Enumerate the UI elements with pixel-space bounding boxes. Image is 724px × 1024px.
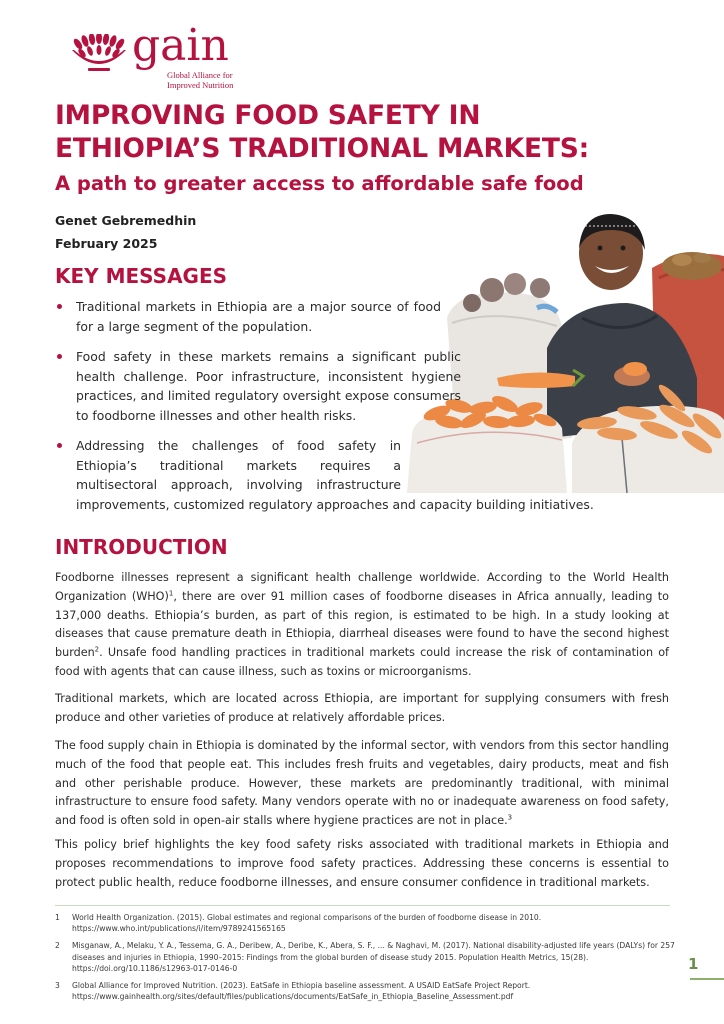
intro-paragraph-2: Traditional markets, which are located across Ethiopia, are important for supplying consumers with fresh produce and other varieties of produce at relatively affordable prices. bbox=[55, 692, 669, 724]
intro-paragraph-1 bbox=[55, 569, 669, 682]
key-message-text-continued: improvements, customized regulatory approaches and capacity building initiatives. bbox=[76, 496, 594, 512]
intro-paragraph-4: This policy brief highlights the key food safety risks associated with traditional markets in Ethiopia and proposes recommendations to improve food safety practices. Addressing these concerns is essential to protect public health, reduce foodborne illnesses, and ensure consumer confidence in traditional markets. bbox=[55, 838, 669, 889]
publication-date: February 2025 bbox=[55, 236, 158, 251]
footnote-item bbox=[55, 940, 675, 974]
title-line-2: ETHIOPIA’S TRADITIONAL MARKETS: bbox=[55, 133, 590, 164]
key-message-item bbox=[55, 347, 461, 425]
page-subtitle: A path to greater access to affordable safe food bbox=[55, 172, 584, 195]
footnote-number: 1 bbox=[55, 913, 60, 922]
gain-logo bbox=[68, 20, 248, 92]
footnote-ref-1[interactable]: 1 bbox=[168, 589, 174, 598]
footnote-ref-2[interactable]: 2 bbox=[94, 645, 100, 654]
footnote-item bbox=[55, 912, 675, 934]
footnote-divider bbox=[55, 905, 670, 906]
footnote-item bbox=[55, 980, 675, 1002]
footnote-text[interactable]: Global Alliance for Improved Nutrition. (2023). EatSafe in Ethiopia baseline assessment. A USAID EatSafe Project Report. https://www.gainhealth.org/sites/default/files/publications/documents/EatSafe_in_Ethiopia_Baseline_Assessment.pdf bbox=[72, 981, 531, 1002]
footnotes-list bbox=[55, 912, 675, 1008]
logo-tagline-line2: Improved Nutrition bbox=[167, 80, 234, 90]
intro-p3-text: The food supply chain in Ethiopia is dominated by the informal sector, with vendors from this sector handling much of the food that people eat. This includes fresh fruits and vegetables, dairy products, meat and fish and other perishable produce. However, these markets are predominantly traditional, with minimal infrastructure to ensure food safety. Many vendors operate with no or inadequate awareness on food safety, and food is often sold in open-air stalls where hygiene practices are not in place. bbox=[55, 739, 669, 828]
author-name: Genet Gebremedhin bbox=[55, 213, 197, 228]
key-message-item bbox=[55, 436, 645, 514]
logo-tagline-line1: Global Alliance for bbox=[167, 70, 233, 80]
key-message-text: Traditional markets in Ethiopia are a major source of food for a large segment of the population. bbox=[76, 299, 441, 334]
logo-wordmark: gain bbox=[132, 20, 229, 71]
title-line-1: IMPROVING FOOD SAFETY IN bbox=[55, 100, 481, 131]
intro-paragraph-3 bbox=[55, 737, 669, 831]
bullet-icon bbox=[57, 354, 62, 359]
bullet-icon bbox=[57, 304, 62, 309]
footnote-number: 3 bbox=[55, 981, 60, 991]
footnote-text[interactable]: Misganaw, A., Melaku, Y. A., Tessema, G. A., Deribew, A., Deribe, K., Abera, S. F., ... & Naghavi, M. (2017). National disability-adjusted life years (DALYs) for 257 diseases and injuries in Ethiopia, 1990–2015: Findings from the global burden of disease study 2015. Population Health Metrics, 15(28). https://doi.org/10.1186/s12963-017-0146-0 bbox=[72, 941, 675, 973]
key-message-text: Addressing the challenges of food safety in Ethiopia’s traditional markets requires a multisectoral approach, involving infrastructure bbox=[76, 438, 401, 492]
intro-p1-text-a: Foodborne illnesses represent a significant health challenge worldwide. According to the World Health Organization (WHO) bbox=[55, 571, 669, 603]
wheat-bowl-icon bbox=[68, 34, 130, 78]
introduction-heading: INTRODUCTION bbox=[55, 535, 228, 559]
key-message-item bbox=[55, 297, 441, 336]
intro-p1-text-b: , there are over 91 million cases of foodborne diseases in Africa annually, leading to 137,000 deaths. Ethiopia’s burden, as part of this region, is estimated to be high. In a study looking at diseases that cause premature death in Ethiopia, diarrheal diseases were found to have the second highest burden bbox=[55, 589, 669, 660]
key-messages-heading: KEY MESSAGES bbox=[55, 264, 228, 288]
footnote-ref-3[interactable]: 3 bbox=[507, 813, 513, 822]
bullet-icon bbox=[57, 443, 62, 448]
page-number: 1 bbox=[688, 955, 699, 973]
key-message-text: Food safety in these markets remains a significant public health challenge. Poor infrastructure, inconsistent hygiene practices, and limited regulatory oversight expose consumers to foodborne illnesses and other health risks. bbox=[76, 349, 461, 423]
footnote-number: 2 bbox=[55, 941, 60, 951]
page-title bbox=[55, 99, 695, 165]
page-number-underline bbox=[690, 978, 724, 980]
key-messages-list bbox=[55, 297, 645, 514]
intro-p1-text-c: . Unsafe food handling practices in traditional markets could increase the risk of contamination of food with agents that can cause illness, such as toxins or microorganisms. bbox=[55, 646, 669, 678]
footnote-text[interactable]: World Health Organization. (2015). Global estimates and regional comparisons of the burden of foodborne disease in 2010. https://www.who.int/publications/i/item/9789241565165 bbox=[72, 913, 542, 934]
logo-tagline bbox=[167, 70, 233, 90]
